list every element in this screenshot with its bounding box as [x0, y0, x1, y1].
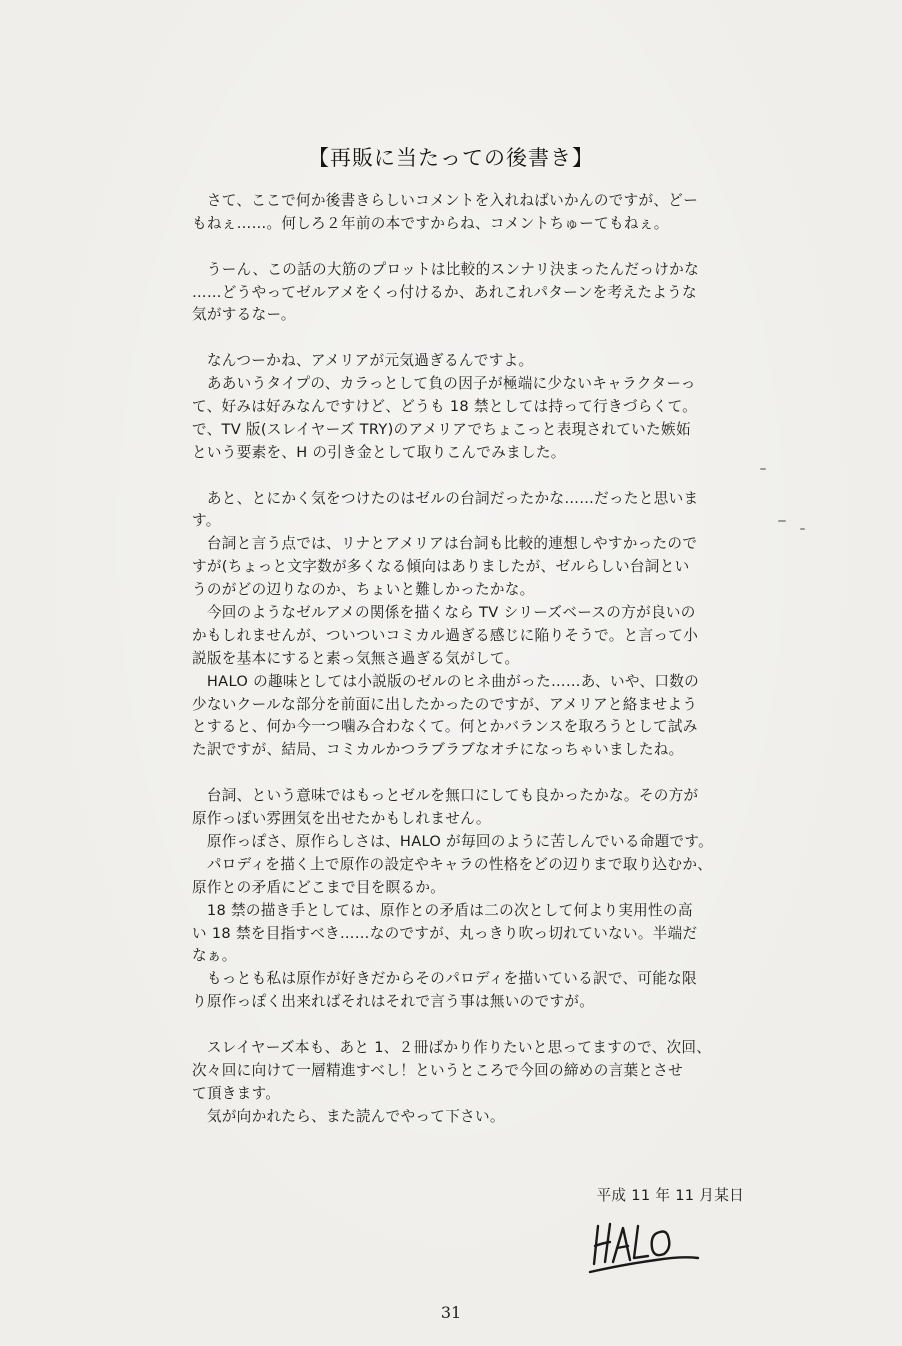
- text-line: かもしれませんが、ついついコミカル過ぎる感じに陥りそうで。と言って小: [192, 626, 699, 644]
- text-line: た訳ですが、結局、コミカルかつラブラブなオチになっちゃいましたね。: [192, 741, 684, 759]
- document-body: [192, 190, 752, 1129]
- document-date: 平成 11 年 11 月某日: [596, 1187, 744, 1204]
- paragraph-gap: [192, 1014, 752, 1037]
- page-number: 31: [440, 1303, 462, 1322]
- text-line: うのがどの辺りなのか、ちょいと難しかったかな。: [192, 581, 535, 599]
- text-line: 原作との矛盾にどこまで目を瞑るか。: [192, 878, 446, 896]
- text-line: うーん、この話の大筋のプロットは比較的スンナリ決まったんだっけかな: [192, 260, 699, 278]
- paragraph-gap: [192, 327, 752, 350]
- text-line: パロディを描く上で原作の設定やキャラの性格をどの辺りまで取り込むか、: [192, 855, 713, 873]
- scan-speck: [760, 468, 766, 470]
- text-line: 台詞、という意味ではもっとゼルを無口にしても良かったかな。その方が: [192, 787, 699, 805]
- text-line: なんつーかね、アメリアが元気過ぎるんですよ。: [192, 352, 534, 370]
- text-line: 今回のようなゼルアメの関係を描くなら TV シリーズベースの方が良いの: [192, 604, 696, 622]
- text-line: とすると、何か今一つ噛み合わなくて。何とかバランスを取ろうとして試み: [192, 718, 698, 736]
- text-line: あと、とにかく気をつけたのはゼルの台詞だったかな……だったと思いま: [192, 489, 699, 507]
- text-line: 少ないクールな部分を前面に出したかったのですが、アメリアと絡ませよう: [192, 695, 698, 713]
- text-line: り原作っぽく出来ればそれはそれで言う事は無いのですが。: [192, 993, 595, 1011]
- text-line: て頂きます。: [192, 1084, 281, 1102]
- text-line: 18 禁の描き手としては、原作との矛盾は二の次として何より実用性の高: [192, 901, 693, 919]
- document-title: 【再販に当たっての後書き】: [308, 146, 594, 170]
- text-line: ああいうタイプの、カラっとして負の因子が極端に少ないキャラクターっ: [192, 375, 696, 393]
- text-line: す。: [192, 512, 221, 530]
- text-line: い 18 禁を目指すべき……なのですが、丸っきり吹っ切れていない。半端だ: [192, 924, 698, 942]
- paragraph-gap: [192, 465, 752, 488]
- text-line: HALO の趣味としては小説版のゼルのヒネ曲がった……あ、いや、口数の: [192, 672, 700, 690]
- text-line: 原作っぽい雰囲気を出せたかもしれません。: [192, 810, 491, 828]
- text-line: すが(ちょっと文字数が多くなる傾向はありましたが、ゼルらしい台詞とい: [192, 558, 690, 576]
- text-line: 原作っぽさ、原作らしさは、HALO が毎回のように苦しんでいる命題です。: [192, 832, 714, 850]
- text-line: ……どうやってゼルアメをくっ付けるか、あれこれパターンを考えたような: [192, 283, 697, 301]
- text-line: もねぇ……。何しろ２年前の本ですからね、コメントちゅーてもねぇ。: [192, 214, 669, 232]
- scan-speck: [778, 520, 786, 522]
- paragraph-gap: [192, 762, 752, 785]
- text-line: 説版を基本にすると素っ気無さ過ぎる気がして。: [192, 649, 520, 667]
- text-line: 気がするなー。: [192, 306, 296, 324]
- text-line: スレイヤーズ本も、あと 1、２冊ばかり作りたいと思ってますので、次回、: [192, 1038, 712, 1056]
- text-line: 次々回に向けて一層精進すべし！というところで今回の締めの言葉とさせ: [192, 1061, 684, 1079]
- text-line: て、好みは好みなんですけど、どうも 18 禁としては持って行きづらくて。: [192, 398, 698, 416]
- text-line: さて、ここで何か後書きらしいコメントを入れねばいかんのですが、どー: [192, 192, 699, 209]
- paragraph-gap: [192, 236, 752, 259]
- scan-speck: [800, 528, 805, 530]
- text-line: 台詞と言う点では、リナとアメリアは台詞も比較的連想しやすかったので: [192, 535, 698, 553]
- text-line: もっとも私は原作が好きだからそのパロディを描いている訳で、可能な限: [192, 970, 697, 988]
- text-line: で、TV 版(スレイヤーズ TRY)のアメリアでちょこっと表現されていた嫉妬: [192, 420, 691, 438]
- text-line: なぁ。: [192, 947, 237, 965]
- signature-image: [586, 1212, 702, 1282]
- text-line: 気が向かれたら、また読んでやって下さい。: [192, 1107, 505, 1125]
- text-line: という要素を、H の引き金として取りこんでみました。: [192, 443, 566, 461]
